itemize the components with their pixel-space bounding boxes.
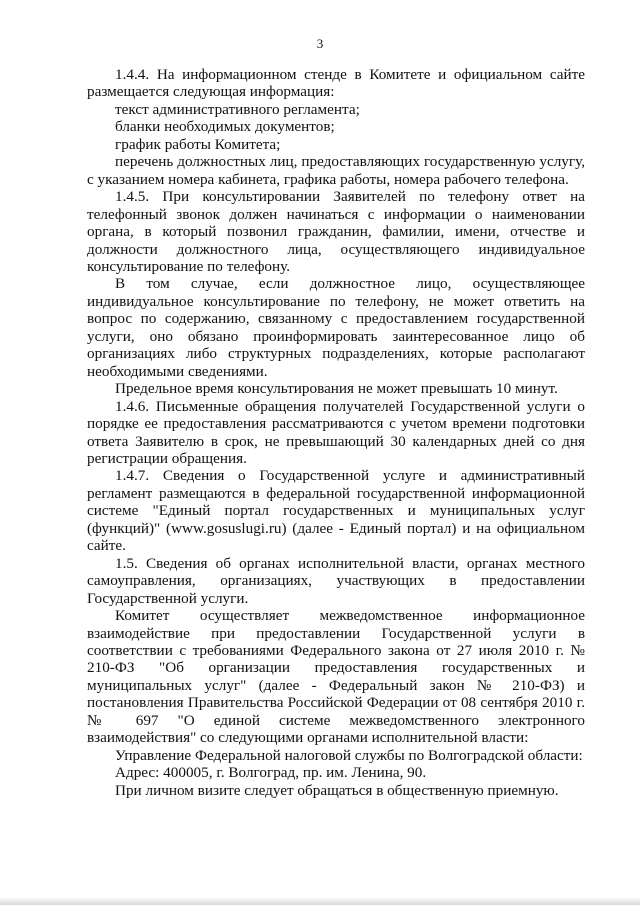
list-item-officials: перечень должностных лиц, предоставляющих государственную услугу, с указанием номера кабинета, графика работы, номера рабочего телефона. — [87, 153, 585, 188]
paragraph-1-4-4: 1.4.4. На информационном стенде в Комитете и официальном сайте размещается следующая информация: — [87, 66, 585, 101]
document-body — [87, 66, 585, 799]
paragraph-time-limit: Предельное время консультирования не может превышать 10 минут. — [115, 380, 558, 398]
paragraph-address: Адрес: 400005, г. Волгоград, пр. им. Ленина, 90. — [115, 764, 427, 782]
list-item-document-forms: бланки необходимых документов; — [115, 118, 335, 136]
paragraph-tax-service: Управление Федеральной налоговой службы по Волгоградской области: — [115, 746, 583, 764]
paragraph-committee-interaction: Комитет осуществляет межведомственное информационное взаимодействие при предоставлении Государственной услуги в соответствии с требованиями Федерального закона от 27 июля 2010 г. № 210-ФЗ "Об организации предоставления государственных и муниципальных услуг" (далее - Федеральный закон № 210-ФЗ) и постановления Правительства Российской Федерации от 08 сентября 2010 г. № 697 "О единой системе межведомственного электронного взаимодействия" со следующими органами исполнительной власти: — [87, 607, 585, 747]
paragraph-1-4-6: 1.4.6. Письменные обращения получателей Государственной услуги о порядке ее предоставления рассматриваются с учетом времени подготовки ответа Заявителю в срок, не превышающий 30 календарных дней со дня регистрации обращения. — [87, 397, 585, 467]
paragraph-1-5: 1.5. Сведения об органах исполнительной власти, органах местного самоуправления, организациях, участвующих в предоставлении Государственной услуги. — [87, 554, 585, 607]
scan-bottom-edge — [0, 897, 640, 905]
paragraph-1-4-7: 1.4.7. Сведения о Государственной услуге и административный регламент размещаются в федеральной государственной информационной системе "Единый портал государственных и муниципальных услуг (функций)" (www.gosuslugi.ru) (далее - Единый портал) и на официальном сайте. — [87, 467, 585, 555]
paragraph-cannot-answer: В том случае, если должностное лицо, осуществляющее индивидуальное консультирование по телефону, не может ответить на вопрос по содержанию, связанному с предоставлением государственной услуги, оно обязано проинформировать заинтересованное лицо об организациях либо структурных подразделениях, которые располагают необходимыми сведениями. — [87, 275, 585, 380]
list-item-regulation-text: текст административного регламента; — [115, 100, 360, 118]
paragraph-personal-visit: При личном визите следует обращаться в общественную приемную. — [115, 781, 559, 799]
page-number: 3 — [316, 36, 324, 51]
paragraph-1-4-5: 1.4.5. При консультировании Заявителей по телефону ответ на телефонный звонок должен начинаться с информации о наименовании органа, в который позвонил гражданин, фамилии, имени, отчестве и должности должностного лица, осуществляющего индивидуальное консультирование по телефону. — [87, 188, 585, 275]
list-item-work-schedule: график работы Комитета; — [115, 135, 281, 153]
